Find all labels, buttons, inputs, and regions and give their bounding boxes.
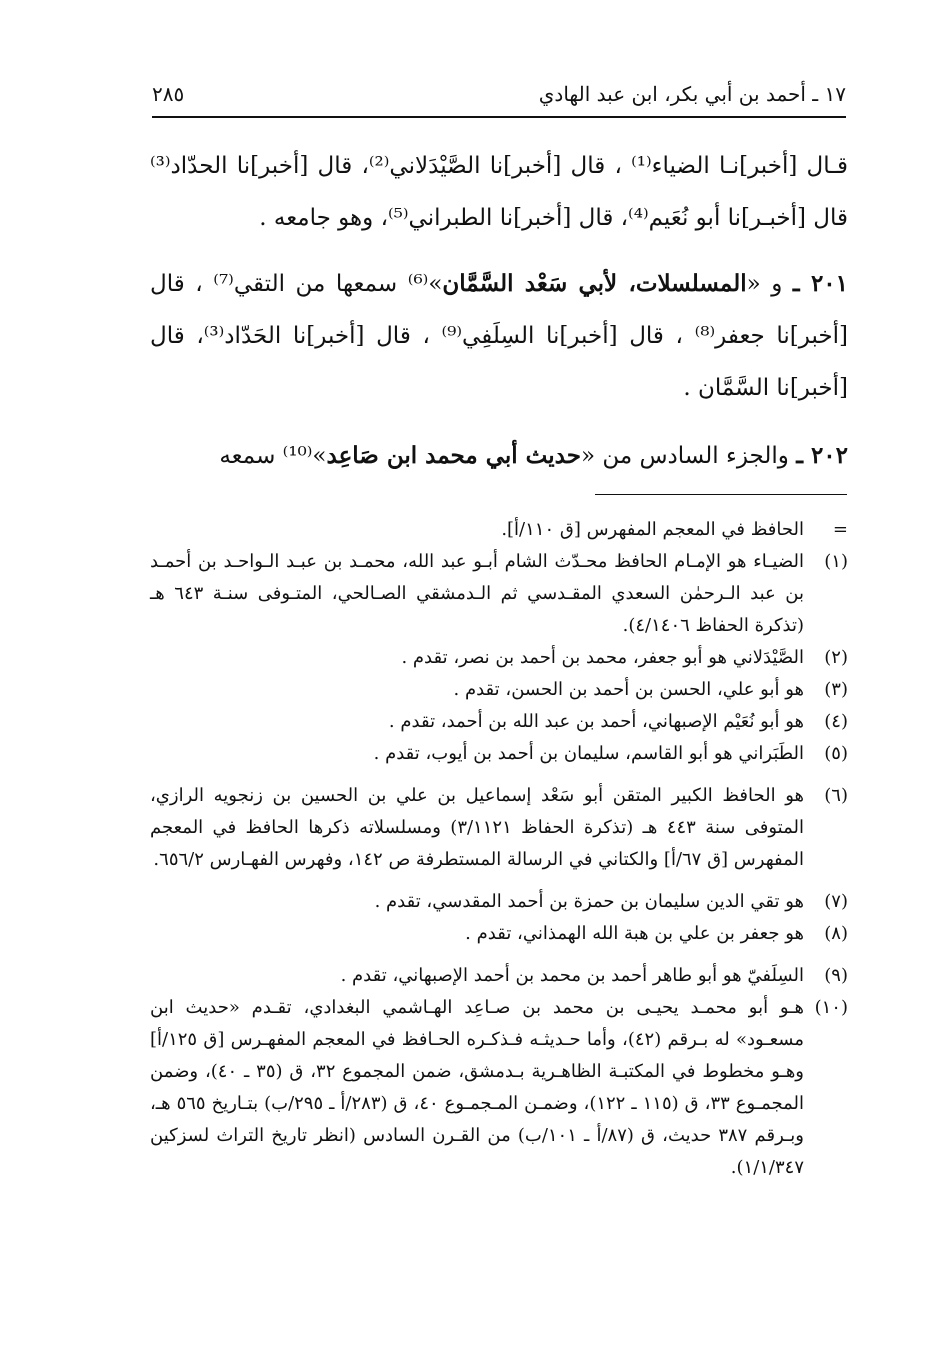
footnote-text: الصَّيْدَلاني هو أبو جعفر، محمد بن أحمد بن نصر، تقدم . xyxy=(401,647,804,668)
footnote-text: هو تقي الدين سليمان بن حمزة بن أحمد المقدسي، تقدم . xyxy=(374,891,804,912)
entry-number: ٢٠٢ ـ xyxy=(796,442,848,469)
footnote-text: السِلَفيّ هو أبو طاهر أحمد بن محمد بن أحمد الإصبهاني، تقدم . xyxy=(340,965,804,986)
footnote-continuation xyxy=(150,514,848,546)
entry-number: ٢٠١ ـ xyxy=(792,270,848,297)
footnote-8 xyxy=(150,918,848,950)
footnote-4 xyxy=(150,706,848,738)
footnote-text: الطَبَراني هو أبو القاسم، سليمان بن أحمد بن أيوب، تقدم . xyxy=(373,743,804,764)
footnote-2 xyxy=(150,642,848,674)
footnote-number: (١) xyxy=(824,551,848,572)
entry-rest: »⁽¹⁰⁾ سمعه xyxy=(219,443,327,469)
footnote-number: (٦) xyxy=(824,785,848,806)
footnote-5 xyxy=(150,738,848,770)
footnote-9 xyxy=(150,960,848,992)
footnote-number: (٥) xyxy=(824,743,848,764)
footnote-text: هـو أبو محمـد يحيـى بن محمد بن صـاعِد الهـاشمي البغدادي، تقـدم «حديث ابن مسعـود» له بـرقم (٤٢)، وأما حـديثـه فـذكـره الحـافظ في المعجم المفهـرس [ق ١٢٥/أ] وهـو مخطوط في المكتبـة الظاهـرية بـدمشق، ضمن المجموع ٣٢، ق (٣٥ ـ ٤٠)، وضمن المجمـوع ٣٣، ق (١١٥ ـ ١٢٢)، وضمـن المـجمـوع ٤٠، ق (٢٨٣/أ ـ ٢٩٥/ب) بتـاريخ ٥٦٥ هـ، وبـرقم ٣٨٧ حديث، ق (٨٧/أ ـ ١٠١/ب) من القـرن السادس (انظر تاريخ التراث لسزكين ١/١/٣٤٧). xyxy=(150,997,805,1178)
entry-title: المسلسلات، لأبي سَعْد السَّمَّان xyxy=(442,270,747,297)
footnote-number: (٩) xyxy=(824,965,848,986)
footnote-10 xyxy=(150,992,848,1184)
footnote-separator xyxy=(595,494,847,495)
footnote-number: (٤) xyxy=(824,711,848,732)
footnote-text: هو أبو علي، الحسن بن أحمد بن الحسن، تقدم . xyxy=(453,679,804,700)
entry-prefix: و « xyxy=(746,271,783,297)
footnote-1 xyxy=(150,546,848,642)
footnote-number: (٧) xyxy=(824,891,848,912)
footnote-7 xyxy=(150,886,848,918)
footnote-text: هو الحافظ الكبير المتقن أبو سَعْد إسماعيل بن علي بن الحسين بن زنجويه الرازي، المتوفى سنة ٤٤٣ هـ (تذكرة الحفاظ ٣/١١٢١) ومسلسلاته ذكرها الحافظ في المعجم المفهرس [ق ٦٧/أ] والكتاني في الرسالة المستطرفة ص ١٤٢، وفهرس الفهـارس ٦٥٦/٢. xyxy=(150,785,804,870)
footnote-text: هو أبو نُعَيْم الإصبهاني، أحمد بن عبد الله بن أحمد، تقدم . xyxy=(388,711,804,732)
footnote-text: الضيـاء هو الإمـام الحافظ محـدّث الشام أبـو عبد الله، محمـد بن عبـد الـواحـد بن أحمـد بن عبد الـرحمٰن السعدي المقـدسي ثم الـدمشقي الصـالحي، المتـوفى سنـة ٦٤٣ هـ (تذكرة الحفاظ ٤/١٤٠٦). xyxy=(150,551,804,636)
intro-paragraph xyxy=(150,140,848,244)
entry-title: حديث أبي محمد ابن صَاعِد xyxy=(326,442,581,469)
intro-paragraph-text: قـال [أخبر]نـا الضياء⁽¹⁾ ، قال [أخبر]نا الصَّيْدَلاني⁽²⁾، قال [أخبر]نا الحدّاد⁽³⁾ قال [أخبـر]نا أبو نُعَيم⁽⁴⁾، قال [أخبر]نا الطبراني⁽⁵⁾، وهو جامعه . xyxy=(150,153,848,231)
page-number: ٢٨٥ xyxy=(152,82,185,106)
page-header xyxy=(152,82,846,118)
footnote-number: (٢) xyxy=(824,647,848,668)
entry-201 xyxy=(150,258,848,414)
entry-prefix: والجزء السادس من « xyxy=(580,443,789,469)
footnote-number: (٨) xyxy=(824,923,848,944)
footnote-number: (٣) xyxy=(824,679,848,700)
entry-rest: »⁽⁶⁾ سمعها من التقي⁽⁷⁾ ، قال [أخبر]نا جعفر⁽⁸⁾ ، قال [أخبر]نا السِلَفِي⁽⁹⁾ ، قال [أخبر]نا الحَدّاد⁽³⁾، قال [أخبر]نا السَّمَّان . xyxy=(150,271,848,401)
footnote-number: (١٠) xyxy=(814,997,848,1018)
running-title: ١٧ ـ أحمد بن أبي بكر، ابن عبد الهادي xyxy=(538,82,846,106)
footnote-3 xyxy=(150,674,848,706)
footnote-number: = xyxy=(832,519,848,540)
footnote-text: هو جعفر بن علي بن هبة الله الهمذاني، تقدم . xyxy=(465,923,804,944)
footnote-6 xyxy=(150,780,848,876)
footnote-text: الحافظ في المعجم المفهرس [ق ١١٠/أ]. xyxy=(501,519,804,540)
footnotes xyxy=(150,514,848,1184)
entry-202 xyxy=(150,430,848,482)
